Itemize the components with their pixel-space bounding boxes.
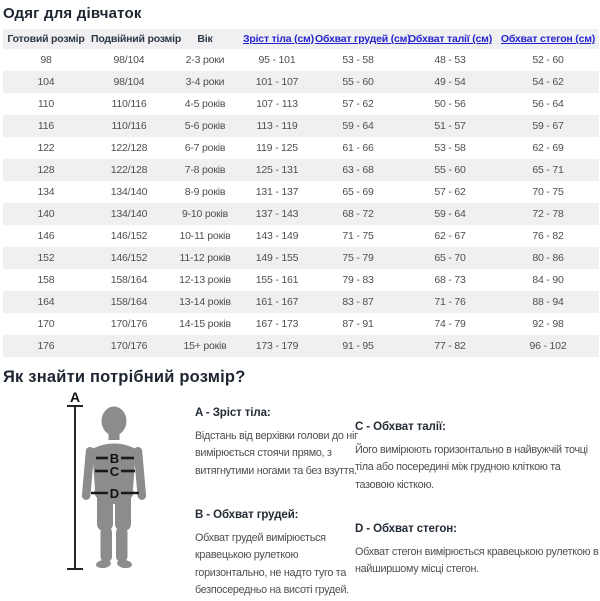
table-cell: 11-12 років [179, 252, 231, 264]
size-table [3, 29, 599, 357]
table-cell: 87 - 91 [342, 318, 374, 330]
table-cell: 161 - 167 [255, 296, 299, 308]
table-cell: 149 - 155 [255, 252, 299, 264]
table-cell: 75 - 79 [342, 252, 374, 264]
table-cell: 146/152 [110, 252, 148, 264]
table-cell: 2-3 роки [185, 54, 225, 66]
table-cell: 134 [37, 186, 55, 198]
table-row [3, 225, 599, 247]
table-cell: 110/116 [111, 120, 147, 132]
table-cell: 173 - 179 [255, 340, 299, 352]
table-cell: 143 - 149 [255, 230, 299, 242]
table-cell: 56 - 64 [532, 98, 564, 110]
guide-section-chest-text: Обхват грудей вимірюється кравецькою рулеткою горизонтально, не надто туго та безпосередньо на висоті грудей. [195, 532, 349, 597]
label-a: A [69, 389, 81, 405]
label-d: D [109, 486, 120, 501]
table-cell: 48 - 53 [434, 54, 466, 66]
table-cell: 55 - 60 [434, 164, 466, 176]
table-cell: 54 - 62 [532, 76, 564, 88]
table-cell: 122 [37, 142, 55, 154]
table-cell: 116 [37, 120, 55, 132]
table-cell: 122/128 [110, 164, 148, 176]
column-header-2: Подвійний розмір [91, 33, 182, 45]
table-cell: 59 - 64 [342, 120, 374, 132]
label-c: C [109, 464, 120, 479]
table-cell: 3-4 роки [185, 76, 225, 88]
table-cell: 88 - 94 [532, 296, 564, 308]
column-header-5[interactable]: Обхват грудей (см) [315, 33, 411, 45]
table-cell: 176 [37, 340, 55, 352]
table-cell: 170/176 [110, 340, 148, 352]
table-cell: 53 - 58 [342, 54, 374, 66]
table-cell: 131 - 137 [255, 186, 299, 198]
table-cell: 91 - 95 [342, 340, 374, 352]
table-cell: 125 - 131 [255, 164, 299, 176]
table-header-row [3, 29, 599, 49]
guide-section-hips [355, 523, 599, 579]
table-cell: 70 - 75 [532, 186, 564, 198]
table-row [3, 137, 599, 159]
table-row [3, 93, 599, 115]
table-cell: 83 - 87 [342, 296, 374, 308]
table-cell: 9-10 років [181, 208, 229, 220]
guide-section-height-text: Відстань від верхівки голови до ніг вимірюється стоячи прямо, з витягнутими ногами та без взуття. [195, 430, 358, 477]
guide-section-height-heading: A - Зріст тіла: [195, 407, 271, 419]
table-cell: 92 - 98 [532, 318, 564, 330]
table-cell: 134/140 [110, 208, 148, 220]
column-header-7[interactable]: Обхват стегон (см) [500, 33, 596, 45]
table-cell: 55 - 60 [342, 76, 374, 88]
table-cell: 57 - 62 [434, 186, 466, 198]
height-dimension-line [67, 406, 83, 569]
table-cell: 53 - 58 [434, 142, 466, 154]
table-cell: 76 - 82 [532, 230, 564, 242]
column-header-3: Вік [197, 33, 213, 45]
table-cell: 7-8 років [184, 164, 226, 176]
table-cell: 8-9 років [184, 186, 226, 198]
guide-section-waist-heading: C - Обхват талії: [355, 421, 446, 433]
table-cell: 12-13 років [179, 274, 231, 286]
table-cell: 128 [37, 164, 55, 176]
table-row [3, 115, 599, 137]
table-cell: 167 - 173 [255, 318, 299, 330]
table-cell: 155 - 161 [255, 274, 299, 286]
table-cell: 68 - 73 [434, 274, 466, 286]
table-cell: 98 [40, 54, 52, 66]
guide-title: Як знайти потрібний розмір? [3, 368, 246, 386]
table-cell: 15+ років [183, 340, 227, 352]
table-cell: 170 [37, 318, 55, 330]
table-row [3, 159, 599, 181]
table-row [3, 203, 599, 225]
table-cell: 59 - 67 [532, 120, 564, 132]
guide-section-chest [195, 509, 365, 600]
table-cell: 79 - 83 [342, 274, 374, 286]
guide-section-waist [355, 421, 599, 494]
table-cell: 110/116 [111, 98, 147, 110]
guide-section-height [195, 407, 363, 480]
table-cell: 152 [37, 252, 55, 264]
table-cell: 158 [37, 274, 55, 286]
table-cell: 140 [37, 208, 55, 220]
table-cell: 4-5 років [184, 98, 226, 110]
table-cell: 104 [37, 76, 55, 88]
table-cell: 137 - 143 [255, 208, 299, 220]
table-cell: 72 - 78 [532, 208, 564, 220]
table-cell: 158/164 [110, 274, 148, 286]
column-header-6[interactable]: Обхват талії (см) [407, 33, 493, 45]
column-header-1: Готовий розмір [7, 33, 85, 45]
guide-section-hips-text: Обхват стегон вимірюється кравецькою рулеткою в найширшому місці стегон. [355, 546, 599, 576]
table-row [3, 335, 599, 357]
body-measurement-diagram [8, 389, 178, 593]
table-cell: 49 - 54 [434, 76, 466, 88]
table-cell: 71 - 75 [342, 230, 374, 242]
table-cell: 134/140 [110, 186, 148, 198]
table-cell: 51 - 57 [434, 120, 466, 132]
table-cell: 5-6 років [184, 120, 226, 132]
table-cell: 170/176 [110, 318, 148, 330]
table-row [3, 71, 599, 93]
table-row [3, 247, 599, 269]
measurement-guide [2, 389, 598, 601]
guide-section-chest-heading: B - Обхват грудей: [195, 509, 299, 521]
table-cell: 146 [37, 230, 55, 242]
table-cell: 98/104 [113, 54, 145, 66]
table-cell: 95 - 101 [258, 54, 296, 66]
table-cell: 84 - 90 [532, 274, 564, 286]
table-cell: 71 - 76 [434, 296, 466, 308]
guide-section-waist-text: Його вимірюють горизонтально в найвужчій точці тіла або посередині між грудною кліткою та тазовою кісткою. [355, 444, 588, 491]
table-cell: 77 - 82 [434, 340, 466, 352]
table-cell: 158/164 [110, 296, 148, 308]
table-cell: 122/128 [110, 142, 148, 154]
table-cell: 164 [37, 296, 55, 308]
table-cell: 62 - 67 [434, 230, 466, 242]
table-cell: 50 - 56 [434, 98, 466, 110]
label-b: B [109, 451, 120, 466]
table-cell: 10-11 років [179, 230, 231, 242]
table-cell: 98/104 [113, 76, 145, 88]
table-cell: 110 [37, 98, 55, 110]
table-cell: 57 - 62 [342, 98, 374, 110]
table-cell: 52 - 60 [532, 54, 564, 66]
table-row [3, 291, 599, 313]
table-cell: 59 - 64 [434, 208, 466, 220]
table-row [3, 49, 599, 71]
table-cell: 146/152 [110, 230, 148, 242]
table-row [3, 313, 599, 335]
table-cell: 107 - 113 [256, 98, 298, 110]
table-cell: 96 - 102 [529, 340, 567, 352]
table-cell: 65 - 69 [342, 186, 374, 198]
table-cell: 68 - 72 [342, 208, 374, 220]
guide-section-hips-heading: D - Обхват стегон: [355, 523, 457, 535]
table-row [3, 181, 599, 203]
table-cell: 61 - 66 [342, 142, 374, 154]
table-cell: 14-15 років [179, 318, 231, 330]
table-row [3, 269, 599, 291]
table-cell: 113 - 119 [256, 120, 298, 132]
table-cell: 119 - 125 [256, 142, 298, 154]
table-cell: 80 - 86 [532, 252, 564, 264]
table-cell: 13-14 років [179, 296, 231, 308]
table-cell: 65 - 70 [434, 252, 466, 264]
table-cell: 62 - 69 [532, 142, 564, 154]
table-cell: 74 - 79 [434, 318, 466, 330]
table-cell: 6-7 років [184, 142, 226, 154]
column-header-4[interactable]: Зріст тіла (см) [243, 33, 314, 45]
page-title: Одяг для дівчаток [3, 5, 142, 22]
table-cell: 63 - 68 [342, 164, 374, 176]
table-cell: 65 - 71 [532, 164, 564, 176]
table-cell: 101 - 107 [255, 76, 299, 88]
